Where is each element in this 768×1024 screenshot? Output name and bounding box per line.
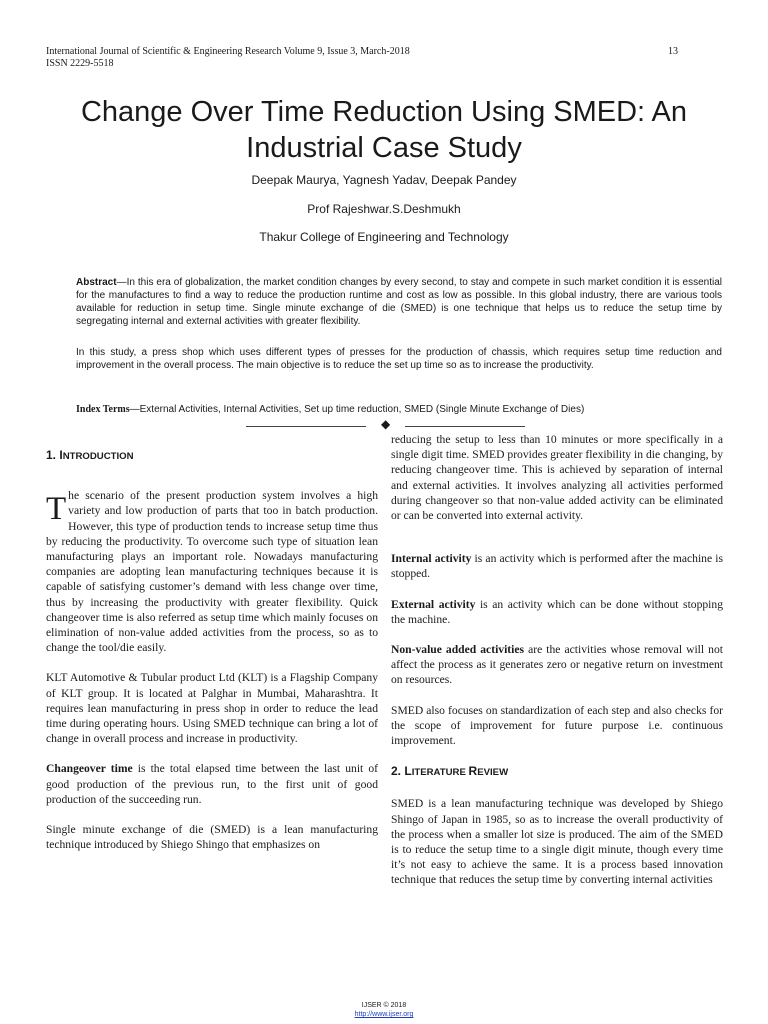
intro-paragraph-3 <box>46 761 378 807</box>
intro-paragraph-1 <box>46 488 378 655</box>
drop-cap: T <box>46 491 67 528</box>
abstract-study-paragraph: In this study, a press shop which uses different types of presses for the production of chassis, which requires setup time reduction and improvement in the overall process. The main objective is to reduce the set up time so as to increase the productivity. <box>76 347 722 371</box>
term-internal-activity: Internal activity <box>391 552 472 566</box>
index-terms-label: Index Terms <box>76 404 130 415</box>
index-terms-text: —External Activities, Internal Activities, Set up time reduction, SMED (Single Minute Exchange of Dies) <box>129 404 585 415</box>
heading-smallcaps: NTRODUCTION <box>62 451 134 462</box>
external-activity-paragraph <box>391 597 723 627</box>
non-value-added-text: are the activities whose removal will not affect the process as it generates zero or negative return on investment on resources. <box>391 643 723 687</box>
separator-line-right <box>405 426 525 427</box>
section-number: 1. <box>46 448 60 462</box>
section-heading-introduction <box>46 448 378 464</box>
literature-paragraph-1: SMED is a lean manufacturing technique was developed by Shiego Shingo of Japan in 1985, so as to increase the overall productivity of the process when a smaller lot size is produced. The aim of the SMED is to reduce the setup time to a single digit minute, though every time it’s not easy to achieve the same. It is a process based innovation technique that reduces the setup time by converting internal activities <box>391 797 723 887</box>
heading-smallcaps: ITERATURE <box>411 767 469 779</box>
non-value-added-paragraph <box>391 642 723 688</box>
smed-standardization-paragraph: SMED also focuses on standardization of each step and also checks for the scope of improvement for future purpose i.e. continuous improvement. <box>391 703 723 748</box>
abstract-text: —In this era of globalization, the market condition changes by every second, to stay and compete in such market condition it is essential for the manufactures to find a way to reduce the production runtime and cost as low as possible. In this global industry, there are various tools available for reduction in setup time. Single minute exchange of die (SMED) is one technique that helps us to reduce the setup time by segregating internal and external activities with greater flexibility. <box>76 277 722 327</box>
heading-initial: I <box>59 448 63 462</box>
section-heading-literature-review <box>391 764 723 780</box>
running-header-issn: ISSN 2229-5518 <box>46 58 114 69</box>
internal-activity-paragraph <box>391 551 723 581</box>
separator-line-left <box>246 426 366 427</box>
intro-paragraph-4: Single minute exchange of die (SMED) is a lean manufacturing technique introduced by Shiego Shingo that emphasizes on <box>46 823 378 852</box>
abstract <box>76 276 722 328</box>
abstract-label: Abstract <box>76 277 117 288</box>
paper-title: Change Over Time Reduction Using SMED: An Industrial Case Study <box>80 96 688 164</box>
internal-activity-text: is an activity which is performed after the machine is stopped. <box>391 552 723 581</box>
page-number: 13 <box>668 46 678 57</box>
heading-initial: R <box>468 764 478 779</box>
heading-initial: L <box>404 764 412 779</box>
institution-name: Thakur College of Engineering and Technology <box>259 230 509 244</box>
intro-paragraph-3-text: is the total elapsed time between the last unit of good production of the previous run, to the first unit of good production of the succeeding run. <box>46 762 379 806</box>
right-paragraph-1: reducing the setup to less than 10 minutes or more specifically in a single digit time. SMED provides greater flexibility in die changing, by reducing changeover time. This is achieved by separation of internal and external activities. It involves analyzing all activities performed during changeover so that non-value added activity can be eliminated or can be converted into external activity. <box>391 433 723 523</box>
running-header-journal: International Journal of Scientific & Engineering Research Volume 9, Issue 3, March-2018 <box>46 46 410 57</box>
intro-paragraph-2: KLT Automotive & Tubular product Ltd (KLT) is a Flagship Company of KLT group. It is located at Palghar in Mumbai, Maharashtra. It requires lean manufacturing in press shop in order to reduce the lead time during operating hours. Using SMED technique can bring a lot of change in overall process and increase in productivity. <box>46 671 378 746</box>
term-external-activity: External activity <box>391 597 476 611</box>
footer-copyright: IJSER © 2018 <box>361 1002 407 1009</box>
right-column <box>391 432 723 888</box>
author-list: Deepak Maurya, Yagnesh Yadav, Deepak Pandey <box>251 173 517 187</box>
external-activity-text: is an activity which can be done without stopping the machine. <box>391 597 723 626</box>
heading-smallcaps: EVIEW <box>477 767 509 779</box>
professor-name: Prof Rajeshwar.S.Deshmukh <box>307 202 461 216</box>
footer-link[interactable]: http://www.ijser.org <box>354 1011 414 1018</box>
left-column <box>46 430 378 852</box>
separator-diamond-icon: ◆ <box>381 417 391 431</box>
term-changeover-time: Changeover time <box>46 762 133 776</box>
term-non-value-added: Non-value added activities <box>391 643 525 657</box>
index-terms <box>76 404 722 415</box>
intro-paragraph-1-text: he scenario of the present production system involves a high variety and low production of parts that too in batch production. However, this type of production tends to increase setup time thus by reducing the productivity. To overcome such type of situation lean manufacturing plays an important role. Nowadays manufacturing companies are adopting lean manufacturing techniques because it is capable of satisfying customer’s demand with less change over time, thus by increasing the productivity with greater flexibility. Quick changeover time is also referred as setup time which mainly focuses on elimination of non-value added activities from the process, so as to change the tool/die easily. <box>46 489 378 655</box>
section-number: 2. <box>391 764 405 779</box>
